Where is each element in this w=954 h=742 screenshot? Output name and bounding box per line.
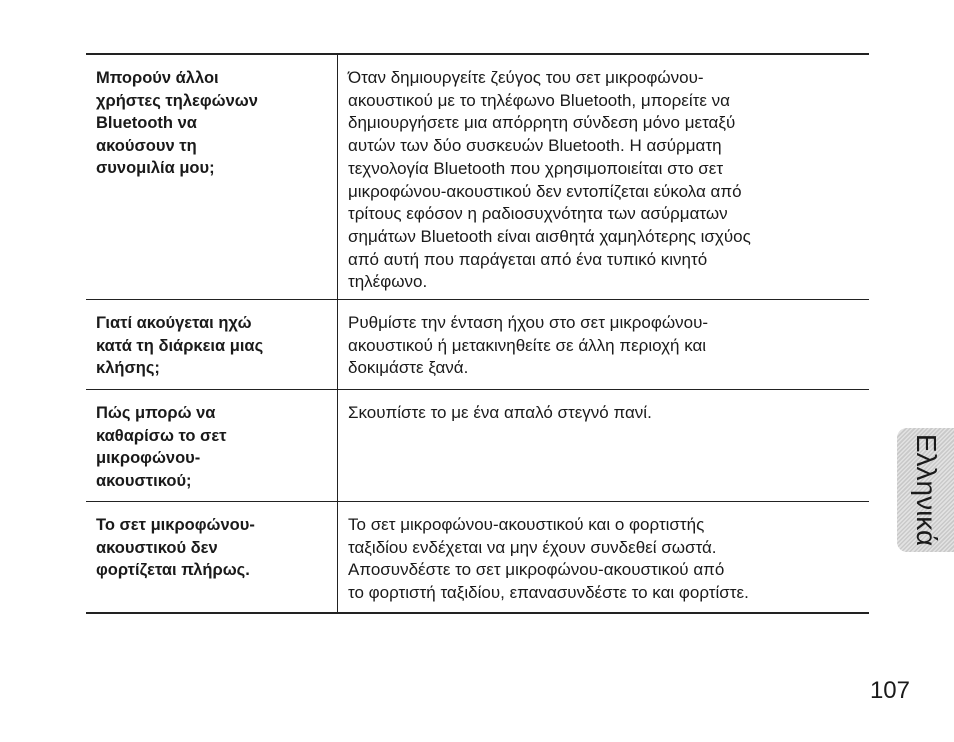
faq-question: Το σετ μικροφώνου- ακουστικού δεν φορτίζεται πλήρως.	[86, 502, 338, 612]
faq-question: Πώς μπορώ να καθαρίσω το σετ μικροφώνου- ακουστικού;	[86, 390, 338, 501]
faq-answer: Όταν δημιουργείτε ζεύγος του σετ μικροφώνου- ακουστικού με το τηλέφωνο Bluetooth, μπορείτε να δημιουργήσετε μια απόρρητη σύνδεση μόνο μεταξύ αυτών των δύο συσκευών Bluetooth. Η ασύρματη τεχνολογία Bluetooth που χρησιμοποιείται στο σετ μικροφώνου-ακουστικού δεν εντοπίζεται εύκολα από τρίτους εφόσον η ραδιοσυχνότητα των ασύρματων σημάτων Bluetooth είναι αισθητά χαμηλότερης ισχύος από αυτή που παράγεται από ένα τυπικό κινητό τηλέφωνο.	[348, 68, 751, 292]
faq-table	[86, 53, 869, 614]
faq-row	[86, 390, 869, 502]
faq-answer: Το σετ μικροφώνου-ακουστικού και ο φορτιστής ταξιδίου ενδέχεται να μην έχουν συνδεθεί σωστά. Αποσυνδέστε το σετ μικροφώνου-ακουστικού από το φορτιστή ταξιδίου, επανασυνδέστε το και φορτίστε.	[348, 515, 749, 603]
language-tab-label: Ελληνικά	[910, 433, 942, 547]
faq-row	[86, 300, 869, 390]
language-tab	[897, 428, 954, 552]
faq-row	[86, 55, 869, 300]
faq-answer: Ρυθμίστε την ένταση ήχου στο σετ μικροφώνου- ακουστικού ή μετακινηθείτε σε άλλη περιοχή και δοκιμάστε ξανά.	[348, 313, 709, 378]
page-number: 107	[869, 677, 910, 704]
faq-row	[86, 502, 869, 614]
faq-question: Γιατί ακούγεται ηχώ κατά τη διάρκεια μιας κλήσης;	[86, 300, 338, 389]
faq-answer: Σκουπίστε το με ένα απαλό στεγνό πανί.	[348, 403, 652, 422]
faq-question: Μπορούν άλλοι χρήστες τηλεφώνων Bluetooth να ακούσουν τη συνομιλία μου;	[86, 55, 338, 299]
